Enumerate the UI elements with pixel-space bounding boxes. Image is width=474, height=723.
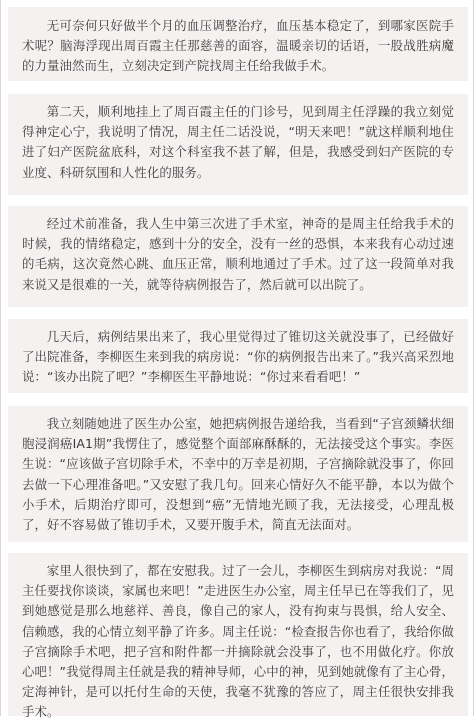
- paragraph-block: [8, 206, 468, 307]
- paragraph-text: 几天后，病例结果出来了，我心里觉得过了锥切这关就没事了，已经做好了出院准备，李柳医生来到我的病房说：“你的病例报告出来了。”我兴高采烈地说：“该办出院了吧？”李柳医生平静地说：“你过来看看吧！”: [22, 329, 454, 385]
- paragraph-text: 家里人很快到了，都在安慰我。过了一会儿，李柳医生到病房对我说：“周主任要找你谈谈，家属也来吧！”走进医生办公室，周主任早已在等我们了，见到她感觉是那么地慈祥、善良，像自己的家人，没有拘束与畏惧，给人安全、信赖感，我的心情立刻平静了许多。周主任说：“检查报告你也看了，我给你做子宫摘除手术吧，把子宫和附件都一并摘除就会没事了，也不用做化疗。你放心吧！”我觉得周主任就是我的精神导师，心中的神，见到她就像有了主心骨，定海神针，是可以托付生命的天使，我毫不犹豫的答应了，周主任很快安排我手术。: [22, 563, 454, 720]
- paragraph-block: [8, 94, 468, 195]
- paragraph-block: [8, 319, 468, 393]
- paragraph-text: 经过术前准备，我人生中第三次进了手术室，神奇的是周主任给我手术的时候，我的情绪稳定，感到十分的安全，没有一丝的恐惧，本来我有心动过速的毛病，这次竟然心跳、血压正常，顺利地通过了手术。过了这一段简单对我来说又是很难的一关，就等待病例报告了，然后就可以出院了。: [22, 216, 454, 292]
- paragraph-text: 我立刻随她进了医生办公室，她把病例报告递给我，当看到“子宫颈鳞状细胞浸润癌IA1期”我愣住了，感觉整个面部麻酥酥的，无法接受这个事实。李医生说：“应该做子宫切除手术，不幸中的万幸是初期，子宫摘除就没事了，你回去做一下心理准备吧。”又安慰了我几句。回来心情好久不能平静，本以为做个小手术，后期治疗即可，没想到“癌”无情地光顾了我，无法接受，心理乱极了，好不容易做了锥切手术，又要开腹手术，简直无法面对。: [22, 416, 454, 533]
- paragraph-text: 无可奈何只好做半个月的血压调整治疗，血压基本稳定了，到哪家医院手术呢？脑海浮现出周百霞主任那慈善的面容，温暖亲切的话语，一股战胜病魔的力量油然而生，立刻决定到产院找周主任给我做手术。: [22, 18, 454, 74]
- paragraph-block: [8, 553, 468, 720]
- paragraph-block: [8, 7, 468, 81]
- paragraph-text: 第二天，顺利地挂上了周百霞主任的门诊号，见到周主任浮躁的我立刻觉得神定心宁，我说明了情况，周主任二话没说，“明天来吧！”就这样顺利地住进了妇产医院盆底科，对这个科室我不甚了解，但是，我感受到妇产医院的专业度、科研氛围和人性化的服务。: [22, 104, 454, 180]
- paragraph-block: [8, 406, 468, 542]
